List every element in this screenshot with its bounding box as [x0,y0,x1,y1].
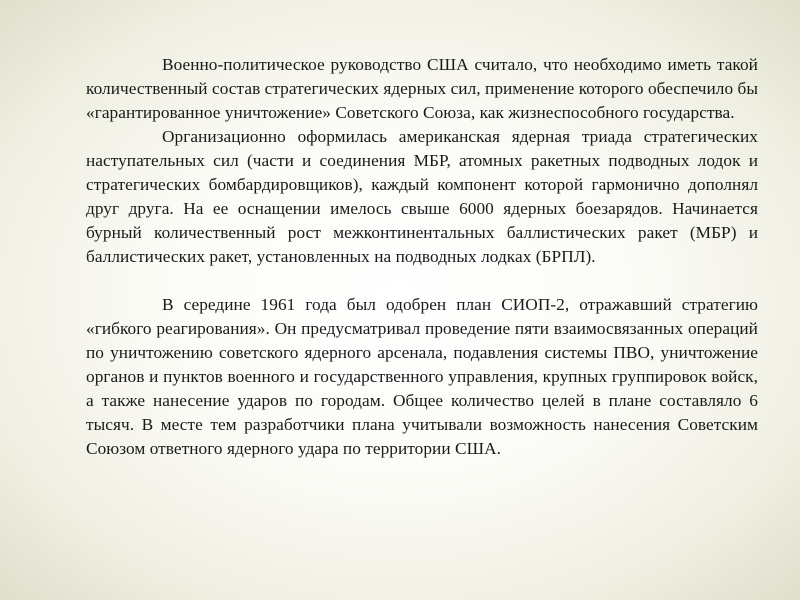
paragraph-2: Организационно оформилась американская ядерная триада стратегических наступательных сил (части и соединения МБР, атомных ракетных подводных лодок и стратегических бомбардировщиков), каждый компонент которой гармонично дополнял друг друга. На ее оснащении имелось свыше 6000 ядерных боезарядов. Начинается бурный количественный рост межконтинентальных баллистических ракет (МБР) и баллистических ракет, установленных на подводных лодках (БРПЛ). [86,127,758,266]
slide-text-body [86,53,758,461]
paragraph-1: Военно-политическое руководство США считало, что необходимо иметь такой количественный состав стратегических ядерных сил, применение которого обеспечило бы «гарантированное уничтожение» Советского Союза, как жизнеспособного государства. [86,55,759,122]
paragraph-3: В середине 1961 года был одобрен план СИОП-2, отражавший стратегию «гибкого реагирования». Он предусматривал проведение пяти взаимосвязанных операций по уничтожению советского ядерного арсенала, подавления системы ПВО, уничтожение органов и пунктов военного и государственного управления, крупных группировок войск, а также нанесение ударов по городам. Общее количество целей в плане составляло 6 тысяч. В месте тем разработчики плана учитывали возможность нанесения Советским Союзом ответного ядерного удара по территории США. [86,295,758,458]
